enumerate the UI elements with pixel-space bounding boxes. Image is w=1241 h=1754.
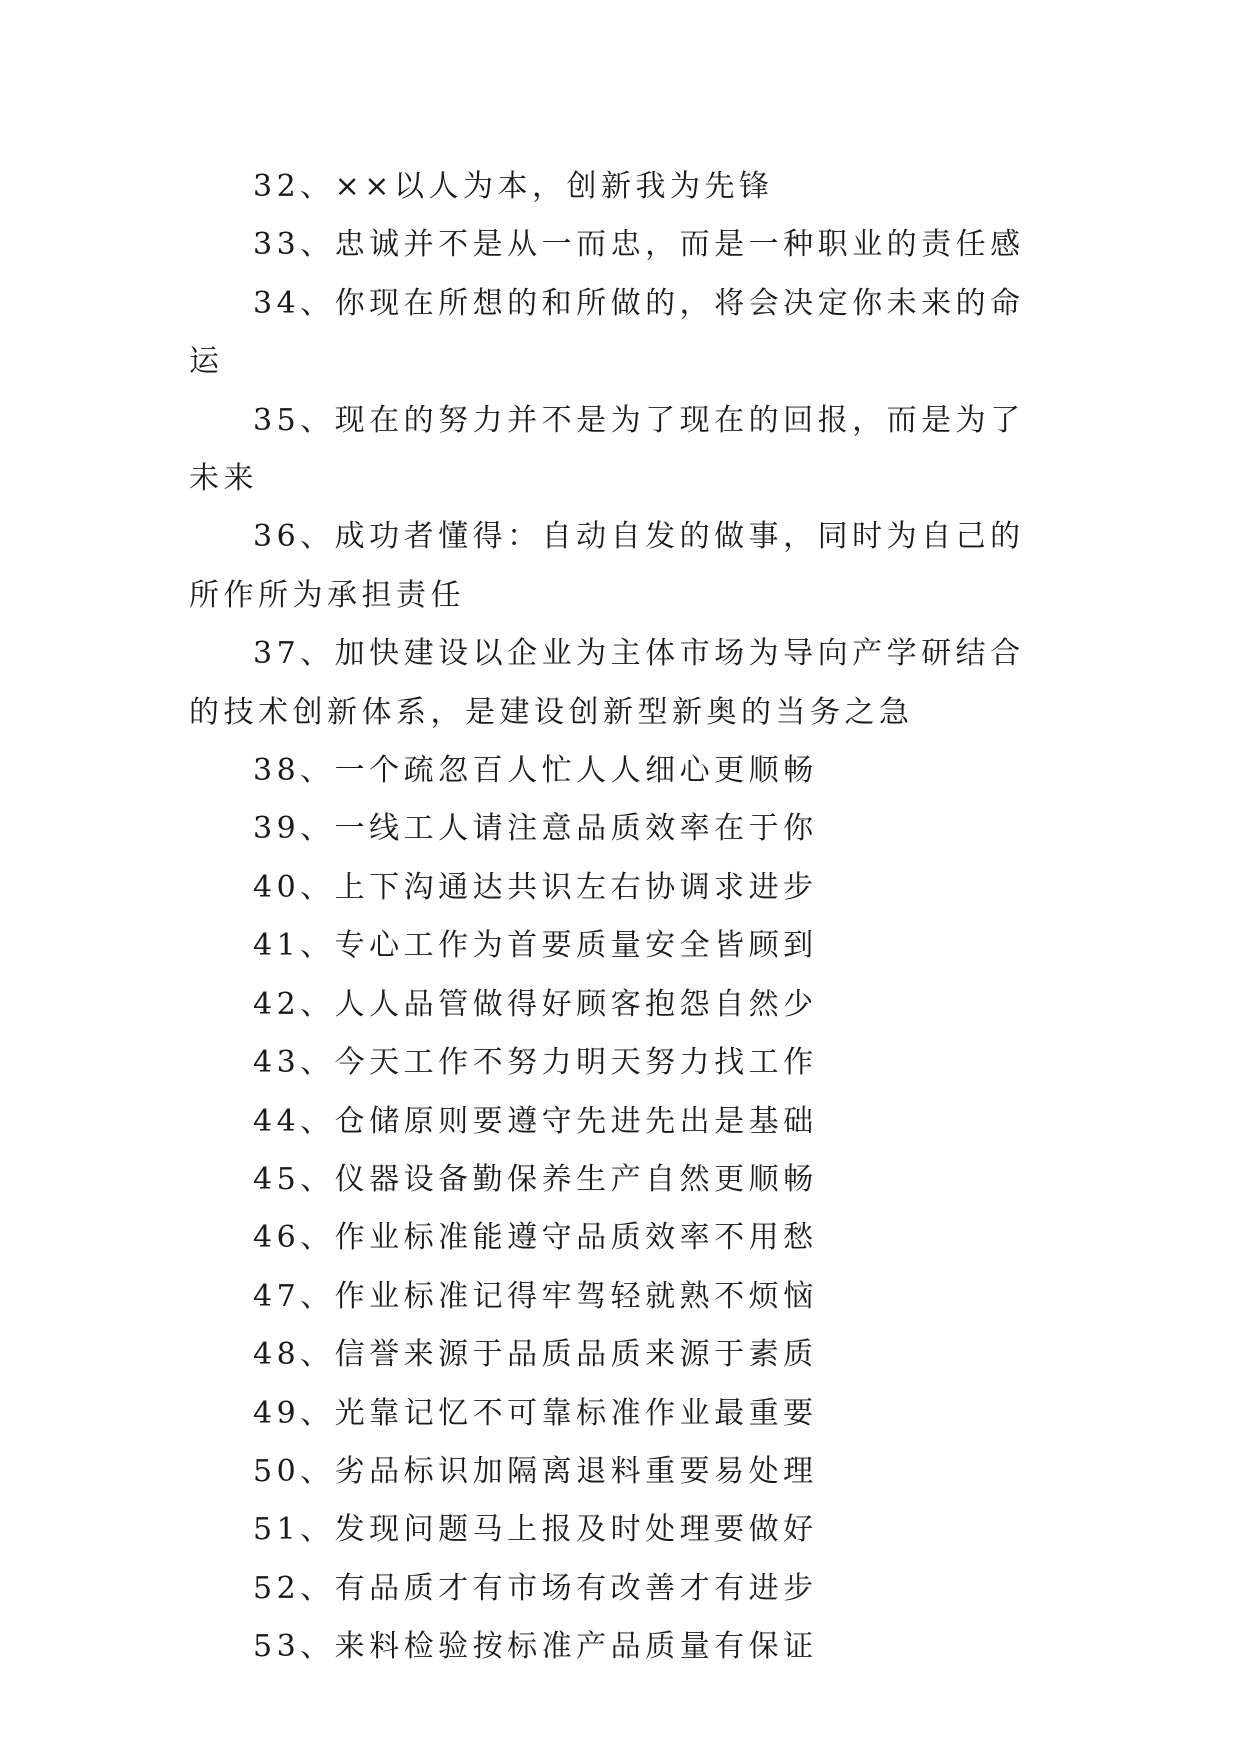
list-item: 53、来料检验按标准产品质量有保证 (253, 1629, 818, 1665)
list-item: 47、作业标准记得牢驾轻就熟不烦恼 (253, 1278, 818, 1314)
slogan-list (189, 158, 1055, 1677)
list-item: 52、有品质才有市场有改善才有进步 (253, 1570, 818, 1606)
list-item: 40、上下沟通达共识左右协调求进步 (253, 869, 818, 905)
list-item: 36、成功者懂得：自动自发的做事，同时为自己的所作所为承担责任 (189, 519, 1025, 613)
list-item: 33、忠诚并不是从一而忠，而是一种职业的责任感 (253, 227, 1025, 263)
list-item: 41、专心工作为首要质量安全皆顾到 (253, 928, 818, 964)
list-item: 44、仓储原则要遵守先进先出是基础 (253, 1103, 818, 1139)
list-item: 48、信誉来源于品质品质来源于素质 (253, 1337, 818, 1373)
list-item: 43、今天工作不努力明天努力找工作 (253, 1045, 818, 1081)
list-item: 45、仪器设备勤保养生产自然更顺畅 (253, 1161, 818, 1197)
list-item: 51、发现问题马上报及时处理要做好 (253, 1512, 818, 1548)
list-item: 35、现在的努力并不是为了现在的回报，而是为了未来 (189, 402, 1025, 497)
list-item: 49、光靠记忆不可靠标准作业最重要 (253, 1395, 818, 1431)
list-item: 42、人人品管做得好顾客抱怨自然少 (253, 986, 818, 1022)
list-item: 34、你现在所想的和所做的，将会决定你未来的命运 (189, 285, 1025, 380)
list-item: 38、一个疏忽百人忙人人细心更顺畅 (253, 753, 818, 789)
list-item: 50、劣品标识加隔离退料重要易处理 (253, 1453, 818, 1489)
list-item: 39、一线工人请注意品质效率在于你 (253, 811, 818, 847)
list-item: 46、作业标准能遵守品质效率不用愁 (253, 1220, 818, 1256)
list-item: 32、××以人为本，创新我为先锋 (253, 169, 774, 204)
list-item: 37、加快建设以企业为主体市场为导向产学研结合的技术创新体系，是建设创新型新奥的当务之急 (189, 636, 1025, 730)
